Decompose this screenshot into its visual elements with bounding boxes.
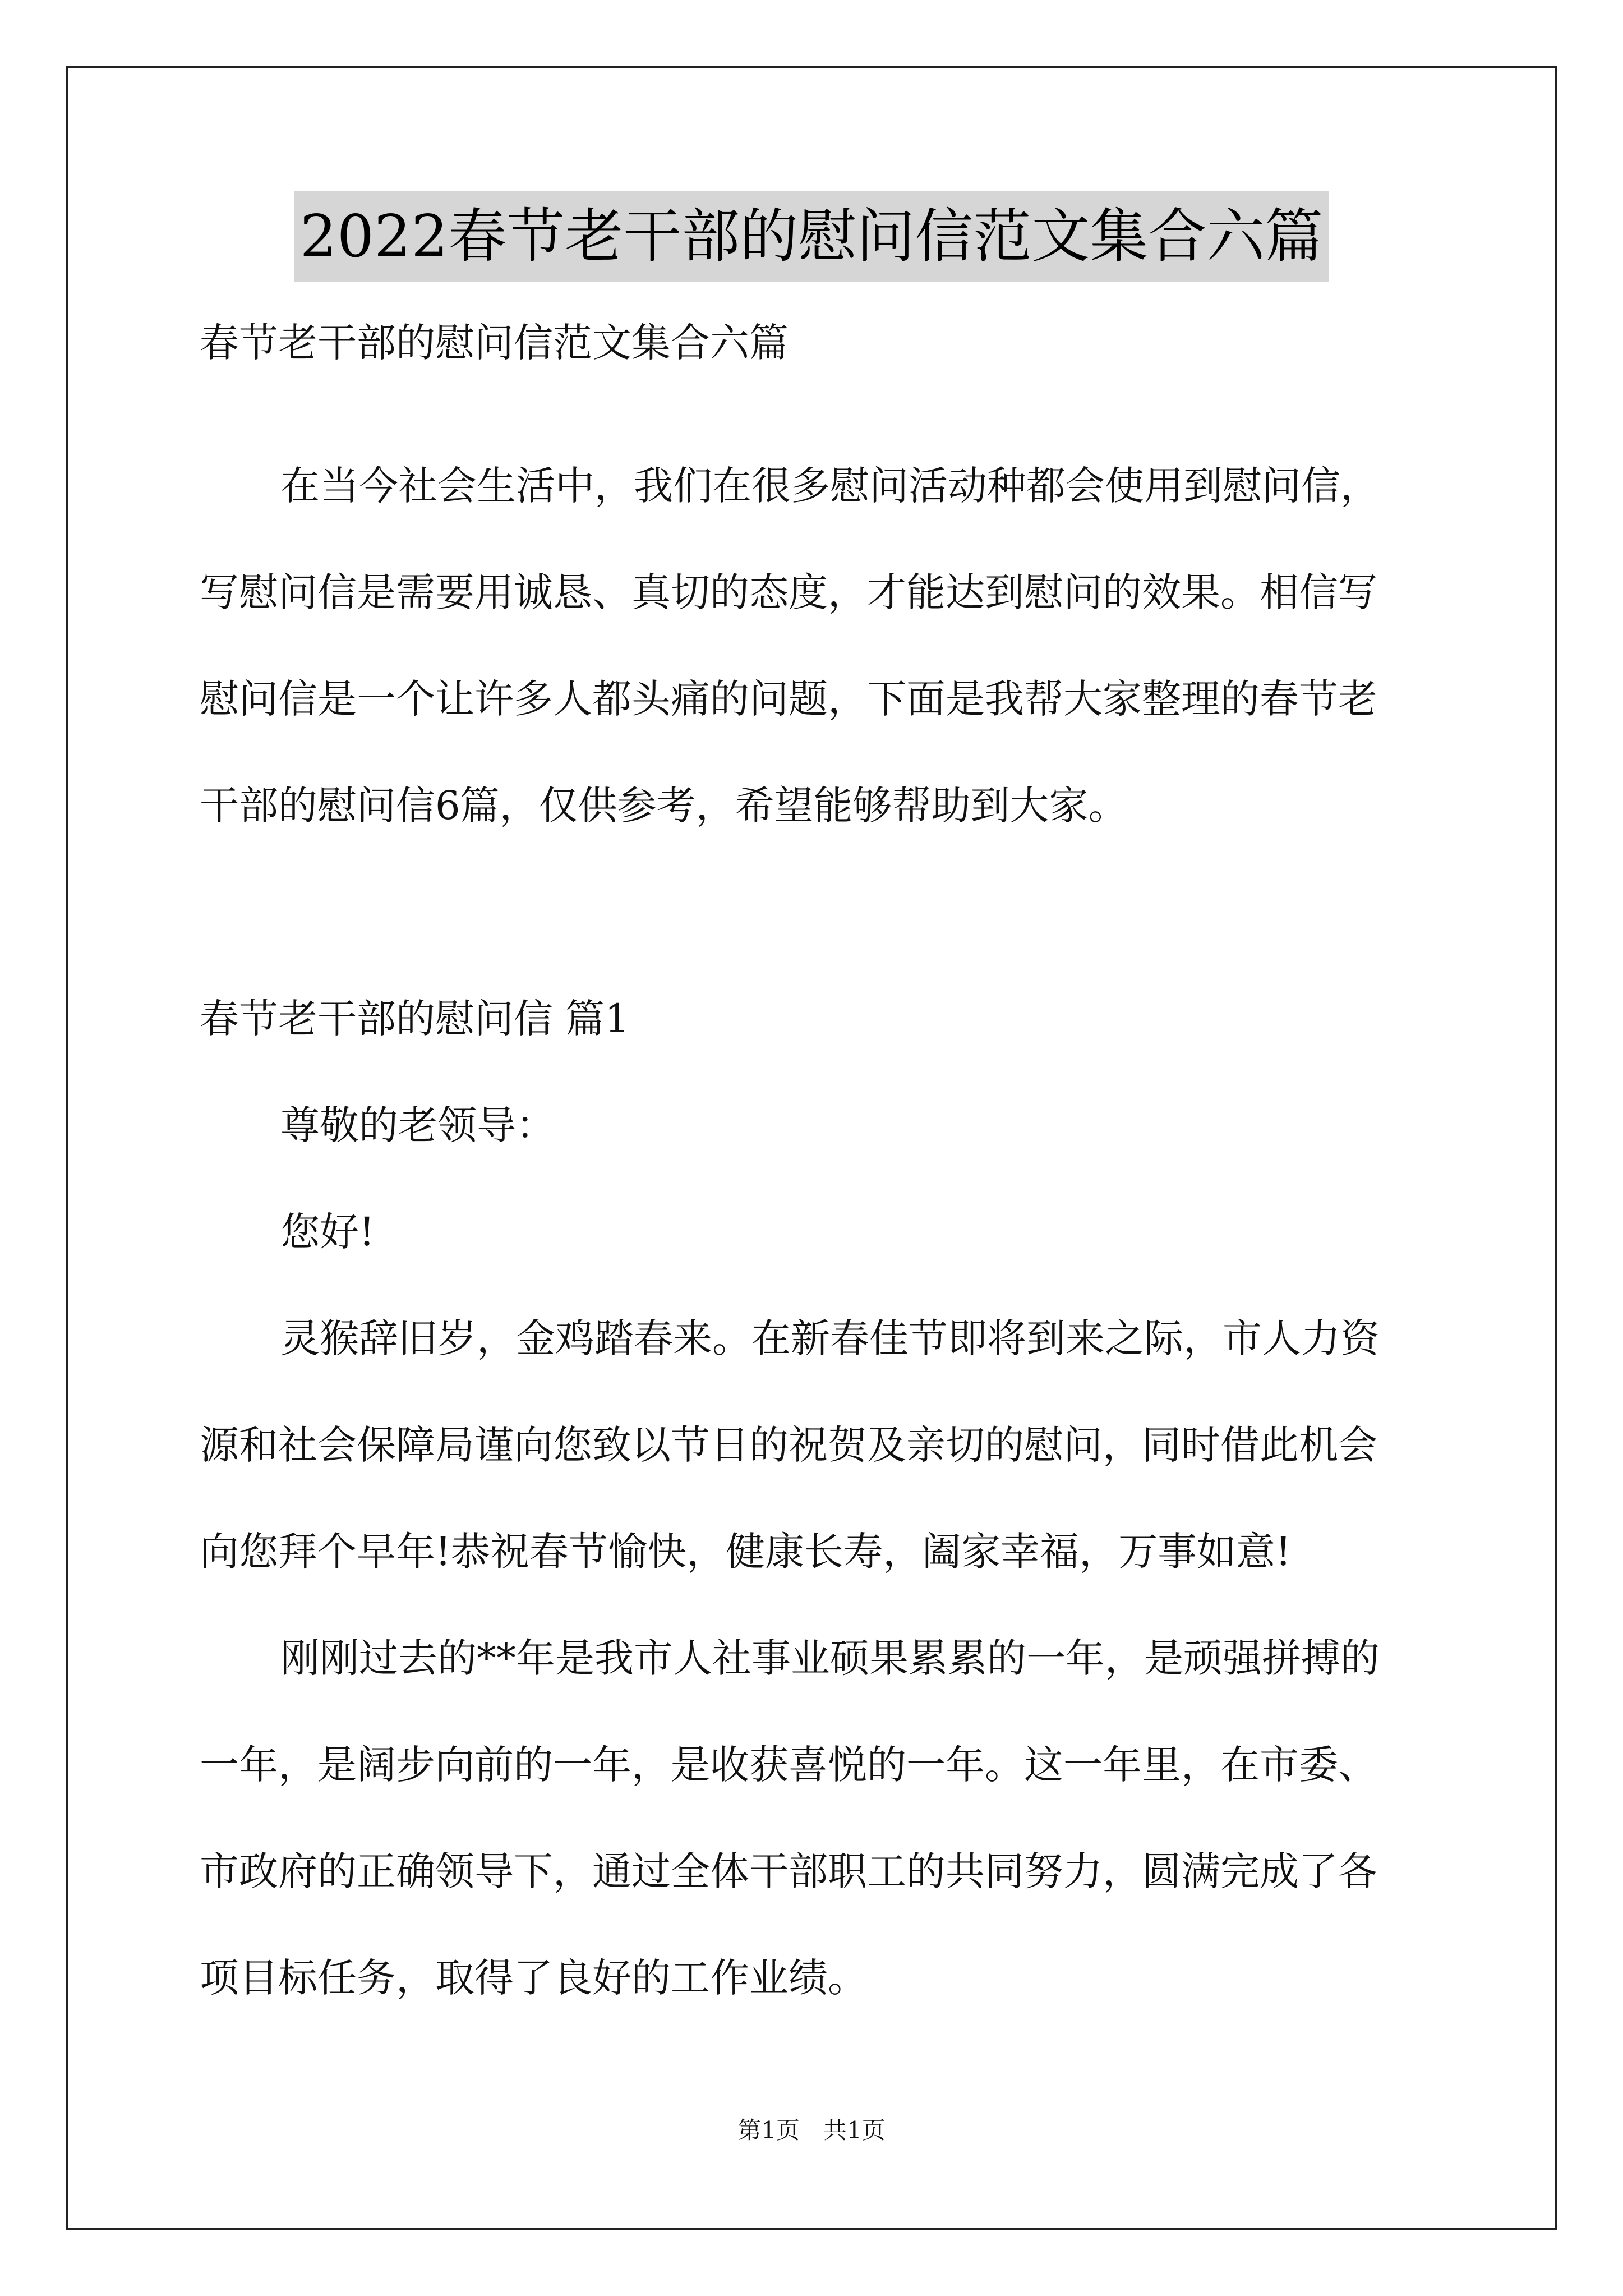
greeting: 您好! — [280, 1209, 375, 1255]
para2-line-2: 一年，是阔步向前的一年，是收获喜悦的一年。这一年里，在市委、 — [200, 1742, 1377, 1788]
intro-line-4: 干部的慰问信6篇，仅供参考，希望能够帮助到大家。 — [200, 783, 1128, 829]
intro-line-2: 写慰问信是需要用诚恳、真切的态度，才能达到慰问的效果。相信写 — [200, 569, 1377, 615]
intro-line-3: 慰问信是一个让许多人都头痛的问题，下面是我帮大家整理的春节老 — [200, 676, 1377, 722]
para1-line-2: 源和社会保障局谨向您致以节日的祝贺及亲切的慰问，同时借此机会 — [200, 1422, 1377, 1468]
intro-line-1: 在当今社会生活中，我们在很多慰问活动种都会使用到慰问信， — [280, 463, 1380, 509]
para2-line-3: 市政府的正确领导下，通过全体干部职工的共同努力，圆满完成了各 — [200, 1848, 1377, 1894]
document-subtitle: 春节老干部的慰问信范文集合六篇 — [200, 320, 789, 366]
page-footer: 第1页 共1页 — [737, 2116, 886, 2144]
para2-line-4: 项目标任务，取得了良好的工作业绩。 — [200, 1955, 867, 2001]
para1-line-3: 向您拜个早年!恭祝春节愉快，健康长寿，阖家幸福，万事如意! — [200, 1529, 1292, 1575]
title-wrap — [0, 191, 1623, 282]
section-heading: 春节老干部的慰问信 篇1 — [200, 996, 630, 1042]
salutation: 尊敬的老领导： — [280, 1102, 555, 1148]
document-title: 2022春节老干部的慰问信范文集合六篇 — [294, 191, 1329, 282]
para1-line-1: 灵猴辞旧岁，金鸡踏春来。在新春佳节即将到来之际，市人力资 — [280, 1315, 1380, 1361]
para2-line-1: 刚刚过去的**年是我市人社事业硕果累累的一年，是顽强拼搏的 — [280, 1635, 1380, 1681]
